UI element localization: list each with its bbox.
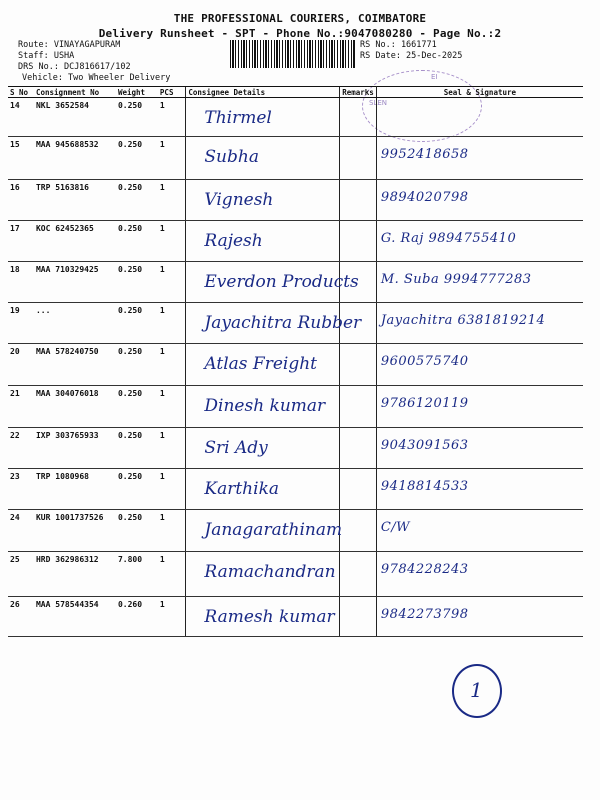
cell-pcs: 1: [158, 137, 186, 180]
cell-signature: [376, 344, 583, 386]
column-header: PCS: [158, 87, 186, 98]
drs-number: DRS No.: DCJ816617/102: [18, 62, 131, 72]
cell-cons: TRP 5163816: [34, 180, 116, 221]
table-row: [8, 469, 583, 510]
cell-sno: 20: [8, 344, 34, 386]
signature: Jayachitra 6381819214: [380, 313, 546, 328]
column-header: Consignment No: [34, 87, 116, 98]
signature: 9043091563: [380, 438, 469, 453]
cell-weight: 0.260: [116, 597, 158, 637]
seal-stamp: EI SLEN: [362, 70, 482, 142]
cell-remarks: [340, 386, 377, 428]
page-mark: 1: [452, 664, 502, 718]
cell-signature: [376, 137, 583, 180]
company-title: THE PROFESSIONAL COURIERS, COIMBATORE: [173, 12, 427, 25]
cell-remarks: [340, 137, 377, 180]
table-row: [8, 510, 583, 552]
table-row: [8, 98, 583, 137]
cell-sno: 26: [8, 597, 34, 637]
cell-cons: ...: [34, 303, 116, 344]
cell-pcs: 1: [158, 303, 186, 344]
signature: 9894020798: [380, 190, 469, 205]
cell-pcs: 1: [158, 180, 186, 221]
cell-consignee: [186, 469, 340, 510]
cell-consignee: [186, 552, 340, 597]
cell-signature: [376, 510, 583, 552]
cell-pcs: 1: [158, 386, 186, 428]
signature: 9842273798: [380, 607, 469, 622]
barcode: [230, 40, 355, 68]
cell-weight: 0.250: [116, 137, 158, 180]
cell-consignee: [186, 510, 343, 552]
cell-signature: [376, 262, 583, 303]
consignee-name: Atlas Freight: [204, 354, 317, 374]
cell-weight: 0.250: [116, 510, 158, 552]
cell-signature: [376, 221, 583, 262]
cell-cons: HRD 362986312: [34, 552, 116, 597]
signature: G. Raj 9894755410: [380, 231, 517, 246]
cell-consignee: [186, 262, 359, 303]
consignee-name: Thirmel: [204, 108, 272, 128]
runsheet-subtitle: Delivery Runsheet - SPT - Phone No.:9047080280 - Page No.:2: [98, 27, 502, 40]
cell-consignee: [186, 597, 340, 637]
cell-cons: MAA 710329425: [34, 262, 116, 303]
table-row: [8, 344, 583, 386]
cell-sno: 22: [8, 428, 34, 469]
cell-remarks: [340, 469, 377, 510]
cell-consignee: [186, 303, 362, 344]
cell-signature: [376, 303, 583, 344]
vehicle-label: Vehicle: Two Wheeler Delivery: [22, 73, 171, 83]
cell-signature: [376, 180, 583, 221]
cell-cons: MAA 945688532: [34, 137, 116, 180]
column-header: Remarks: [340, 87, 377, 98]
signature: 9418814533: [380, 479, 469, 494]
signature: 9600575740: [380, 354, 469, 369]
cell-remarks: [340, 344, 377, 386]
cell-pcs: 1: [158, 221, 186, 262]
cell-weight: 0.250: [116, 344, 158, 386]
signature: 9784228243: [380, 562, 469, 577]
cell-pcs: 1: [158, 597, 186, 637]
cell-pcs: 1: [158, 262, 186, 303]
cell-pcs: 1: [158, 469, 186, 510]
cell-cons: MAA 304076018: [34, 386, 116, 428]
consignee-name: Subha: [204, 147, 259, 167]
table-row: [8, 552, 583, 597]
cell-weight: 0.250: [116, 98, 158, 137]
rs-date: RS Date: 25-Dec-2025: [360, 51, 463, 61]
cell-sno: 19: [8, 303, 34, 344]
cell-sno: 17: [8, 221, 34, 262]
column-header: Consignee Details: [186, 87, 340, 98]
cell-pcs: 1: [158, 428, 186, 469]
cell-pcs: 1: [158, 552, 186, 597]
runsheet-table: [8, 86, 583, 637]
table-row: [8, 137, 583, 180]
cell-sno: 14: [8, 98, 34, 137]
cell-remarks: [340, 597, 377, 637]
signature: M. Suba 9994777283: [380, 272, 532, 287]
table-header: [8, 87, 583, 98]
cell-cons: KOC 62452365: [34, 221, 116, 262]
cell-signature: [376, 552, 583, 597]
table-row: [8, 262, 583, 303]
rs-number: RS No.: 1661771: [360, 40, 437, 50]
cell-weight: 0.250: [116, 221, 158, 262]
cell-cons: MAA 578544354: [34, 597, 116, 637]
cell-pcs: 1: [158, 98, 186, 137]
signature: 9786120119: [380, 396, 469, 411]
cell-remarks: [340, 552, 377, 597]
cell-weight: 7.800: [116, 552, 158, 597]
cell-consignee: [186, 344, 340, 386]
cell-consignee: [186, 98, 340, 137]
consignee-name: Sri Ady: [204, 438, 268, 458]
table-row: [8, 303, 583, 344]
cell-sno: 24: [8, 510, 34, 552]
cell-cons: TRP 1080968: [34, 469, 116, 510]
cell-weight: 0.250: [116, 303, 158, 344]
cell-cons: NKL 3652584: [34, 98, 116, 137]
cell-consignee: [186, 221, 340, 262]
cell-pcs: 1: [158, 344, 186, 386]
cell-cons: IXP 303765933: [34, 428, 116, 469]
table-row: [8, 428, 583, 469]
consignee-name: Everdon Products: [204, 272, 359, 292]
consignee-name: Ramesh kumar: [204, 607, 335, 627]
cell-remarks: [340, 180, 377, 221]
cell-signature: [376, 469, 583, 510]
cell-sno: 18: [8, 262, 34, 303]
signature: C/W: [380, 520, 411, 535]
cell-consignee: [186, 386, 340, 428]
cell-signature: [376, 597, 583, 637]
cell-consignee: [186, 428, 340, 469]
cell-remarks: [340, 510, 377, 552]
table-row: [8, 386, 583, 428]
cell-sno: 23: [8, 469, 34, 510]
column-header: Seal & Signature: [376, 87, 583, 98]
cell-consignee: [186, 137, 340, 180]
cell-remarks: [340, 221, 377, 262]
consignee-name: Dinesh kumar: [204, 396, 326, 416]
cell-sno: 16: [8, 180, 34, 221]
column-header: Weight: [116, 87, 158, 98]
consignee-name: Jayachitra Rubber: [204, 313, 362, 333]
cell-signature: [376, 98, 583, 137]
cell-cons: KUR 1001737526: [34, 510, 116, 552]
cell-weight: 0.250: [116, 469, 158, 510]
cell-sno: 15: [8, 137, 34, 180]
cell-consignee: [186, 180, 340, 221]
cell-signature: [376, 428, 583, 469]
cell-remarks: [340, 428, 377, 469]
column-header: S No: [8, 87, 34, 98]
consignee-name: Vignesh: [204, 190, 274, 210]
cell-weight: 0.250: [116, 428, 158, 469]
cell-sno: 25: [8, 552, 34, 597]
cell-sno: 21: [8, 386, 34, 428]
staff-label: Staff: USHA: [18, 51, 75, 61]
cell-signature: [376, 386, 583, 428]
consignee-name: Janagarathinam: [204, 520, 343, 540]
cell-weight: 0.250: [116, 386, 158, 428]
consignee-name: Rajesh: [204, 231, 263, 251]
signature: 9952418658: [380, 147, 469, 162]
route-label: Route: VINAYAGAPURAM: [18, 40, 121, 50]
consignee-name: Ramachandran: [204, 562, 336, 582]
cell-cons: MAA 578240750: [34, 344, 116, 386]
table-row: [8, 180, 583, 221]
table-row: [8, 221, 583, 262]
cell-pcs: 1: [158, 510, 186, 552]
cell-weight: 0.250: [116, 262, 158, 303]
cell-weight: 0.250: [116, 180, 158, 221]
consignee-name: Karthika: [204, 479, 280, 499]
cell-remarks: [340, 98, 377, 137]
table-row: [8, 597, 583, 637]
